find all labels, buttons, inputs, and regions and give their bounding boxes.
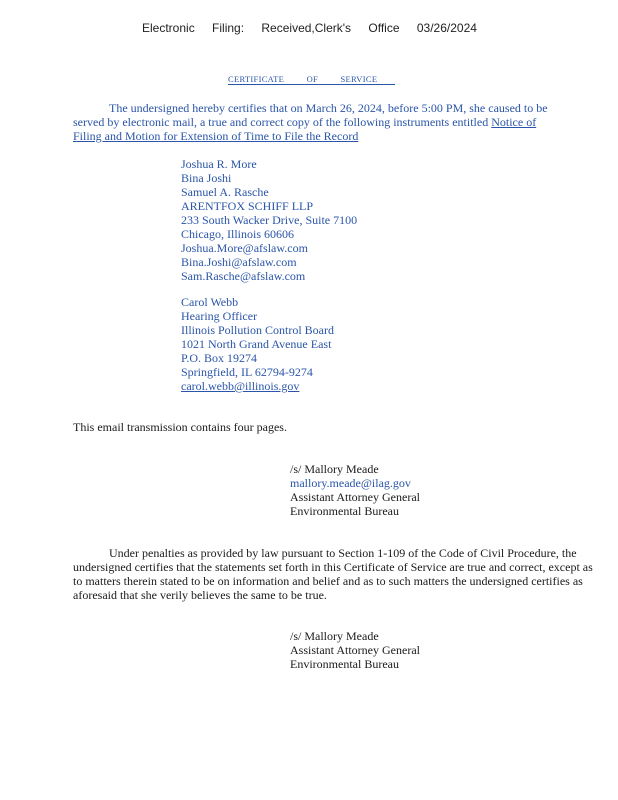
- intro-text-2: , before 5:00 PM, she caused to be served by electronic mail, a true and correct copy of the following instruments entitled: [73, 101, 548, 129]
- transmission-pages: four: [233, 420, 254, 434]
- recipient-arentfox: [181, 157, 357, 283]
- recipient2-line: Carol Webb: [181, 295, 239, 309]
- signer-title: Assistant Attorney General: [290, 643, 420, 657]
- recipient2-line: Springfield, IL 62794-9274: [181, 365, 313, 379]
- signer-title: Assistant Attorney General: [290, 490, 420, 504]
- carol-webb-email-link[interactable]: carol.webb@illinois.gov: [181, 379, 300, 393]
- header-filing: Filing:: [212, 21, 245, 35]
- instrument-title: Notice of Filing and Motion for Extension of Time to File the Record: [73, 115, 537, 143]
- electronic-filing-header: [142, 21, 491, 35]
- transmission-page-count: [73, 420, 287, 435]
- signature-block-2: [290, 629, 420, 671]
- recipient1-line: Samuel A. Rasche: [181, 185, 269, 199]
- title-word-service: SERVICE: [340, 74, 378, 84]
- intro-date: March 26, 2024: [305, 101, 382, 115]
- recipient2-line: Hearing Officer: [181, 309, 258, 323]
- recipient1-line: 233 South Wacker Drive, Suite 7100: [181, 213, 358, 227]
- transmission-suffix: pages.: [253, 420, 287, 434]
- title-word-of: OF: [306, 74, 319, 84]
- title-word-certificate: CERTIFICATE: [228, 74, 285, 84]
- header-date: 03/26/2024: [416, 21, 477, 35]
- signer-bureau: Environmental Bureau: [290, 657, 399, 671]
- intro-paragraph: [73, 101, 563, 143]
- recipient1-line: Joshua R. More: [181, 157, 257, 171]
- verification-text: Under penalties as provided by law pursuant to Section 1-109 of the Code of Civil Procedure, the undersigned certifies that the statements set forth in this Certificate of Service are true and correct, except as to matters therein stated to be on information and belief and as to such matters the undersigned certifies as aforesaid that she verily believes the same to be true.: [73, 546, 593, 602]
- recipient1-line: ARENTFOX SCHIFF LLP: [181, 199, 314, 213]
- recipient1-email[interactable]: Sam.Rasche@afslaw.com: [181, 269, 306, 283]
- intro-text-1: The undersigned hereby certifies that on: [109, 101, 306, 115]
- recipient1-line: Bina Joshi: [181, 171, 232, 185]
- transmission-text: This email transmission contains: [73, 420, 234, 434]
- recipient1-email[interactable]: Bina.Joshi@afslaw.com: [181, 255, 297, 269]
- recipient-hearing-officer: [181, 295, 334, 393]
- recipient1-line: Chicago, Illinois 60606: [181, 227, 294, 241]
- recipient2-line: Illinois Pollution Control Board: [181, 323, 335, 337]
- signer-name: /s/ Mallory Meade: [290, 629, 379, 643]
- recipient2-line: 1021 North Grand Avenue East: [181, 337, 332, 351]
- signer-bureau: Environmental Bureau: [290, 504, 399, 518]
- signature-block-1: [290, 462, 420, 518]
- header-office: Office: [368, 21, 400, 35]
- header-received: Received,Clerk's: [261, 21, 352, 35]
- verification-paragraph: [73, 546, 595, 602]
- recipient1-email[interactable]: Joshua.More@afslaw.com: [181, 241, 308, 255]
- certificate-of-service-title: [228, 74, 395, 85]
- recipient2-line: P.O. Box 19274: [181, 351, 258, 365]
- signer-name: /s/ Mallory Meade: [290, 462, 379, 476]
- signer-email[interactable]: mallory.meade@ilag.gov: [290, 476, 411, 490]
- header-electronic: Electronic: [142, 21, 195, 35]
